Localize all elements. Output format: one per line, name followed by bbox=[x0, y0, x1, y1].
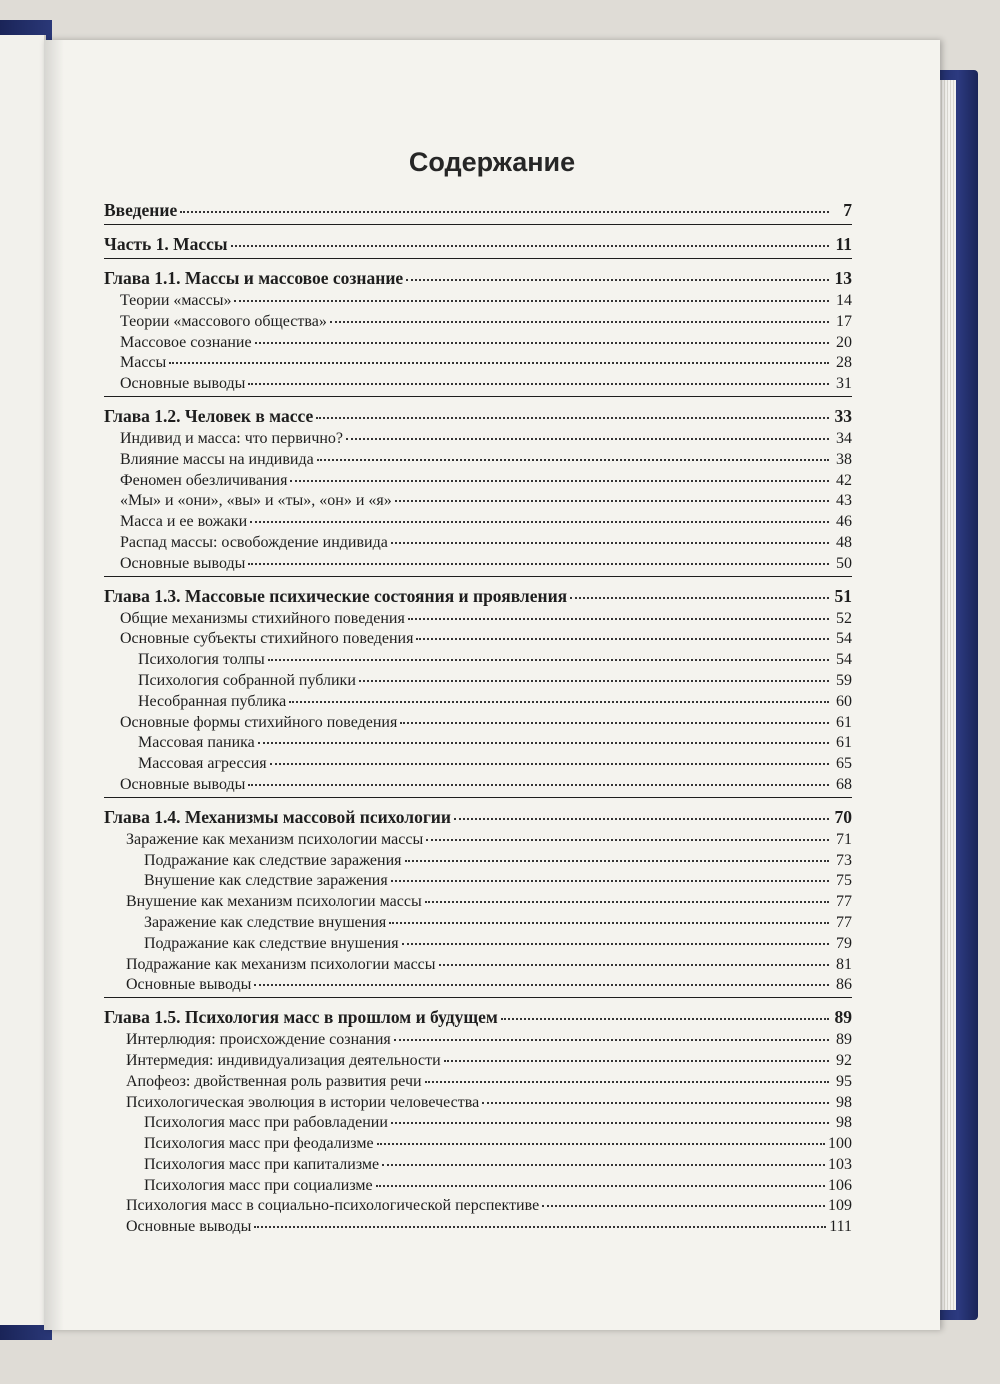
toc-entry-title: Заражение как механизм психологии массы bbox=[126, 830, 424, 848]
toc-entry-row bbox=[104, 1218, 852, 1239]
toc-entry-row bbox=[104, 630, 852, 651]
dot-leader bbox=[376, 1185, 825, 1187]
toc-entry-title: Основные субъекты стихийного поведения bbox=[120, 630, 414, 648]
dot-leader bbox=[391, 1122, 829, 1124]
toc-page-number: 75 bbox=[836, 872, 852, 890]
toc-entry-row bbox=[104, 292, 852, 313]
toc-page-number: 60 bbox=[836, 692, 852, 710]
dot-leader bbox=[395, 500, 829, 502]
page-title: Содержание bbox=[408, 147, 576, 177]
toc-page-number: 33 bbox=[834, 405, 852, 426]
toc-page-number: 52 bbox=[836, 609, 852, 627]
toc-page-number: 54 bbox=[836, 630, 852, 648]
toc-entry-title: Внушение как механизм психологии массы bbox=[126, 893, 422, 911]
toc-entry-row bbox=[104, 610, 852, 631]
toc-page-number: 95 bbox=[836, 1072, 852, 1090]
toc-entry-title: Глава 1.5. Психология масс в прошлом и будущем bbox=[104, 1007, 498, 1028]
toc-page-number: 92 bbox=[836, 1051, 852, 1069]
toc-page-number: 38 bbox=[836, 450, 852, 468]
toc-entry-row bbox=[104, 776, 852, 797]
dot-leader bbox=[405, 860, 829, 862]
toc-page-number: 59 bbox=[836, 671, 852, 689]
dot-leader bbox=[180, 211, 829, 213]
toc-page-number: 86 bbox=[836, 976, 852, 994]
toc-entry-title: Основные формы стихийного поведения bbox=[120, 713, 398, 731]
toc-page-number: 77 bbox=[836, 893, 852, 911]
toc-entry-row bbox=[104, 555, 852, 576]
toc-entry-row bbox=[104, 672, 852, 693]
dot-leader bbox=[439, 964, 829, 966]
dot-leader bbox=[248, 563, 829, 565]
toc-page-number: 71 bbox=[836, 830, 852, 848]
dot-leader bbox=[317, 459, 829, 461]
toc-page-number: 14 bbox=[836, 292, 852, 309]
dot-leader bbox=[377, 1143, 825, 1145]
dot-leader bbox=[425, 901, 829, 903]
toc-entry-row bbox=[104, 492, 852, 513]
toc-entry-row bbox=[104, 354, 852, 375]
dot-leader bbox=[382, 1164, 825, 1166]
toc-entry-title: Влияние массы на индивида bbox=[120, 450, 314, 468]
dot-leader bbox=[268, 659, 829, 661]
toc-entry-title: Психология масс при феодализме bbox=[144, 1135, 374, 1153]
dot-leader bbox=[389, 922, 829, 924]
dot-leader bbox=[444, 1060, 829, 1062]
toc-page-number: 34 bbox=[836, 429, 852, 447]
dot-leader bbox=[290, 480, 829, 482]
toc-entry-title: Подражание как механизм психологии массы bbox=[126, 955, 436, 973]
dot-leader bbox=[316, 417, 829, 419]
dot-leader bbox=[250, 521, 829, 523]
dot-leader bbox=[258, 742, 829, 744]
toc-page-number: 89 bbox=[834, 1007, 852, 1028]
toc-page-number: 20 bbox=[836, 333, 852, 351]
dot-leader bbox=[289, 701, 829, 703]
toc-entry-row bbox=[104, 513, 852, 534]
toc-entry-row bbox=[104, 651, 852, 672]
toc-entry-row bbox=[104, 1135, 852, 1156]
dot-leader bbox=[231, 245, 829, 247]
toc-entry-row bbox=[104, 734, 852, 755]
toc-heading-row bbox=[104, 258, 852, 292]
toc-entry-title: Основные выводы bbox=[120, 554, 246, 572]
dot-leader bbox=[169, 362, 829, 364]
toc-entry-row bbox=[104, 976, 852, 997]
toc-entry-title: Массы bbox=[120, 354, 167, 372]
dot-leader bbox=[416, 638, 829, 640]
toc-page-number: 68 bbox=[836, 775, 852, 793]
toc-page-number: 7 bbox=[843, 200, 852, 220]
toc-page-number: 111 bbox=[829, 1218, 852, 1236]
toc-page-number: 42 bbox=[836, 471, 852, 489]
toc-entry-title: Общие механизмы стихийного поведения bbox=[120, 609, 405, 627]
toc-entry-row bbox=[104, 852, 852, 873]
toc-entry-row bbox=[104, 1073, 852, 1094]
toc-page-number: 51 bbox=[834, 585, 852, 606]
toc-entry-row bbox=[104, 1177, 852, 1198]
toc-entry-row bbox=[104, 313, 852, 334]
left-page-edge bbox=[0, 35, 46, 1325]
toc-entry-row bbox=[104, 334, 852, 355]
toc-entry-row bbox=[104, 693, 852, 714]
toc-page-number: 43 bbox=[836, 492, 852, 510]
toc-entry-row bbox=[104, 430, 852, 451]
table-of-contents bbox=[104, 200, 852, 1239]
toc-entry-title: Психология собранной публики bbox=[138, 671, 356, 689]
dot-leader bbox=[391, 880, 829, 882]
toc-entry-title: Глава 1.4. Механизмы массовой психологии bbox=[104, 806, 451, 827]
toc-entry-title: Индивид и масса: что первично? bbox=[120, 429, 344, 447]
toc-entry-row bbox=[104, 1156, 852, 1177]
toc-entry-row bbox=[104, 451, 852, 472]
toc-entry-title: Глава 1.1. Массы и массовое сознание bbox=[104, 268, 404, 288]
dot-leader bbox=[394, 1039, 829, 1041]
toc-entry-title: Психологическая эволюция в истории человечества bbox=[126, 1093, 480, 1111]
toc-entry-title: Основные выводы bbox=[120, 375, 246, 393]
toc-page-number: 65 bbox=[836, 755, 852, 773]
toc-entry-title: Психология масс при капитализме bbox=[144, 1155, 380, 1173]
dot-leader bbox=[426, 839, 829, 841]
toc-page-number: 81 bbox=[836, 955, 852, 973]
toc-page-number: 13 bbox=[834, 268, 852, 288]
dot-leader bbox=[254, 984, 829, 986]
toc-page-number: 103 bbox=[828, 1155, 852, 1173]
toc-entry-row bbox=[104, 714, 852, 735]
toc-entry-row bbox=[104, 935, 852, 956]
dot-leader bbox=[248, 383, 829, 385]
dot-leader bbox=[330, 321, 829, 323]
toc-entry-row bbox=[104, 1094, 852, 1115]
toc-entry-row bbox=[104, 755, 852, 776]
toc-heading-row bbox=[104, 200, 852, 224]
toc-entry-row bbox=[104, 1052, 852, 1073]
toc-entry-row bbox=[104, 534, 852, 555]
dot-leader bbox=[254, 1226, 826, 1228]
toc-entry-title: Введение bbox=[104, 200, 178, 220]
dot-leader bbox=[501, 1018, 829, 1020]
toc-heading-row bbox=[104, 224, 852, 258]
toc-heading-row bbox=[104, 576, 852, 610]
toc-entry-row bbox=[104, 914, 852, 935]
dot-leader bbox=[248, 784, 829, 786]
dot-leader bbox=[402, 943, 829, 945]
toc-entry-title: Психология масс при рабовладении bbox=[144, 1114, 388, 1132]
toc-page-number: 100 bbox=[828, 1135, 852, 1153]
toc-page-number: 106 bbox=[828, 1176, 852, 1194]
toc-page-number: 54 bbox=[836, 651, 852, 669]
toc-entry-title: Интермедия: индивидуализация деятельности bbox=[126, 1051, 441, 1069]
dot-leader bbox=[406, 279, 829, 281]
toc-page-number: 61 bbox=[836, 734, 852, 752]
dot-leader bbox=[542, 1205, 825, 1207]
toc-page-number: 28 bbox=[836, 354, 852, 372]
toc-page-number: 109 bbox=[828, 1197, 852, 1215]
toc-entry-title: Масса и ее вожаки bbox=[120, 513, 248, 531]
toc-entry-title: Интерлюдия: происхождение сознания bbox=[126, 1031, 391, 1049]
toc-heading-row bbox=[104, 396, 852, 430]
toc-entry-title: Подражание как следствие внушения bbox=[144, 934, 399, 952]
toc-page-number: 70 bbox=[834, 806, 852, 827]
toc-page-number: 17 bbox=[836, 312, 852, 330]
toc-page-number: 46 bbox=[836, 513, 852, 531]
toc-entry-title: Несобранная публика bbox=[138, 692, 287, 710]
toc-entry-title: Теории «массы» bbox=[120, 292, 232, 309]
dot-leader bbox=[570, 597, 829, 599]
dot-leader bbox=[482, 1102, 829, 1104]
toc-entry-title: Распад массы: освобождение индивида bbox=[120, 533, 388, 551]
toc-entry-title: Феномен обезличивания bbox=[120, 471, 288, 489]
toc-entry-title: Массовая агрессия bbox=[138, 755, 267, 773]
toc-heading-row bbox=[104, 797, 852, 831]
toc-entry-row bbox=[104, 831, 852, 852]
toc-entry-title: Глава 1.3. Массовые психические состояния и проявления bbox=[104, 585, 568, 606]
toc-entry-title: Часть 1. Массы bbox=[104, 234, 228, 254]
toc-heading-row bbox=[104, 997, 852, 1031]
toc-entry-title: Подражание как следствие заражения bbox=[144, 851, 402, 869]
dot-leader bbox=[359, 680, 829, 682]
toc-entry-row bbox=[104, 1031, 852, 1052]
dot-leader bbox=[346, 438, 829, 440]
toc-entry-row bbox=[104, 872, 852, 893]
dot-leader bbox=[408, 618, 829, 620]
dot-leader bbox=[454, 818, 829, 820]
toc-entry-title: Апофеоз: двойственная роль развития речи bbox=[126, 1072, 422, 1090]
toc-page-number: 89 bbox=[836, 1031, 852, 1049]
dot-leader bbox=[425, 1081, 829, 1083]
toc-entry-row bbox=[104, 893, 852, 914]
toc-page-number: 77 bbox=[836, 913, 852, 931]
toc-entry-title: Основные выводы bbox=[126, 1218, 252, 1236]
toc-entry-row bbox=[104, 1197, 852, 1218]
dot-leader bbox=[255, 342, 829, 344]
spine-shadow bbox=[44, 40, 64, 1330]
toc-entry-row bbox=[104, 1114, 852, 1135]
dot-leader bbox=[270, 763, 829, 765]
toc-page-number: 98 bbox=[836, 1114, 852, 1132]
toc-entry-title: Теории «массового общества» bbox=[120, 312, 327, 330]
toc-entry-title: Заражение как следствие внушения bbox=[144, 913, 387, 931]
toc-entry-title: Основные выводы bbox=[120, 775, 246, 793]
toc-page-number: 98 bbox=[836, 1093, 852, 1111]
dot-leader bbox=[234, 300, 829, 302]
toc-entry-title: Глава 1.2. Человек в массе bbox=[104, 405, 314, 426]
toc-entry-row bbox=[104, 375, 852, 396]
toc-entry-title: Внушение как следствие заражения bbox=[144, 872, 388, 890]
toc-page-number: 11 bbox=[835, 234, 852, 254]
toc-page-number: 61 bbox=[836, 713, 852, 731]
dot-leader bbox=[400, 722, 829, 724]
toc-entry-row bbox=[104, 472, 852, 493]
toc-page-number: 48 bbox=[836, 533, 852, 551]
toc-entry-title: Массовая паника bbox=[138, 734, 255, 752]
dot-leader bbox=[391, 542, 829, 544]
toc-entry-row bbox=[104, 956, 852, 977]
toc-entry-title: Психология масс в социально-психологической перспективе bbox=[126, 1197, 540, 1215]
toc-entry-title: Массовое сознание bbox=[120, 333, 252, 351]
toc-entry-title: «Мы» и «они», «вы» и «ты», «он» и «я» bbox=[120, 492, 392, 510]
toc-entry-title: Психология масс при социализме bbox=[144, 1176, 373, 1194]
toc-entry-title: Психология толпы bbox=[138, 651, 265, 669]
toc-page-number: 73 bbox=[836, 851, 852, 869]
toc-page-number: 79 bbox=[836, 934, 852, 952]
toc-page-number: 31 bbox=[836, 375, 852, 393]
toc-page-number: 50 bbox=[836, 554, 852, 572]
toc-entry-title: Основные выводы bbox=[126, 976, 252, 994]
